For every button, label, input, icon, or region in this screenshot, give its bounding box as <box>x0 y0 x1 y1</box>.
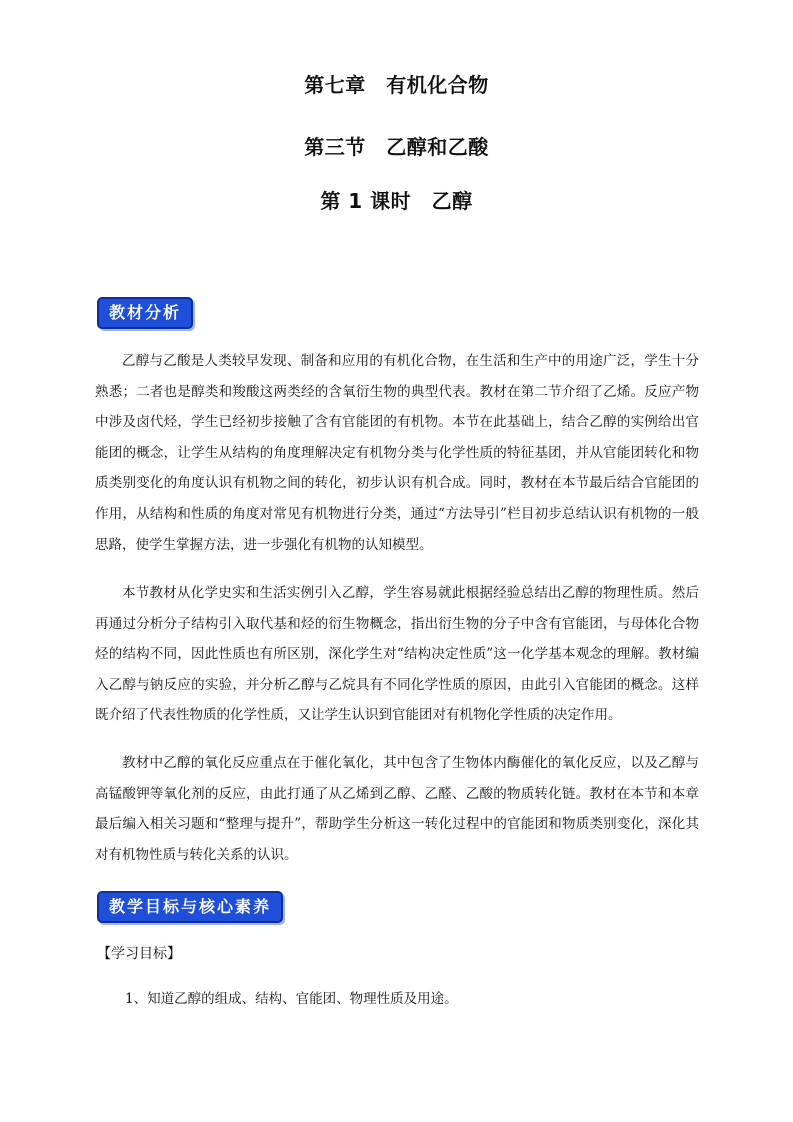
chapter-title: 第七章 有机化合物 <box>304 73 489 97</box>
learning-objectives-heading: 【学习目标】 <box>97 946 181 962</box>
analysis-paragraph: 乙醇与乙酸是人类较早发现、制备和应用的有机化合物，在生活和生产中的用途广泛，学生十分熟悉；二者也是醇类和羧酸这两类经的含氧衍生物的典型代表。教材在第二节介绍了乙烯。反应产物中涉及卤代烃，学生已经初步接触了含有官能团的有机物。本节在此基础上，结合乙醇的实例给出官能团的概念，让学生从结构的角度理解决定有机物分类与化学性质的特征基团，并从官能团转化和物质类别变化的角度认识有机物之间的转化，初步认识有机合成。同时，教材在本节最后结合官能团的作用，从结构和性质的角度对常见有机物进行分类，通过“方法导引”栏目初步总结认识有机物的一般思路，使学生掌握方法，进一步强化有机物的认知模型。 <box>95 353 699 553</box>
textbook-analysis-badge: 教材分析 <box>97 297 193 329</box>
lesson-title: 第 1 课时 乙醇 <box>320 189 473 213</box>
analysis-paragraph: 本节教材从化学史实和生活实例引入乙醇，学生容易就此根据经验总结出乙醇的物理性质。然后再通过分析分子结构引入取代基和烃的衍生物概念，指出衍生物的分子中含有官能团，与母体化合物烃的结构不同，因此性质也有所区别，深化学生对“结构决定性质”这一化学基本观念的理解。教材编入乙醇与钠反应的实验，并分析乙醇与乙烷具有不同化学性质的原因，由此引入官能团的概念。这样既介绍了代表性物质的化学性质，又让学生认识到官能团对有机物化学性质的决定作用。 <box>95 585 699 724</box>
objective-item: 1、知道乙醇的组成、结构、官能团、物理性质及用途。 <box>125 991 458 1007</box>
objectives-badge: 教学目标与核心素养 <box>97 891 283 923</box>
analysis-paragraph: 教材中乙醇的氧化反应重点在于催化氧化，其中包含了生物体内酶催化的氧化反应，以及乙醇与高锰酸钾等氧化剂的反应，由此打通了从乙烯到乙醇、乙醛、乙酸的物质转化链。教材在本节和本章最后编入相关习题和“整理与提升”，帮助学生分析这一转化过程中的官能团和物质类别变化，深化其对有机物性质与转化关系的认识。 <box>95 755 699 863</box>
section-title: 第三节 乙醇和乙酸 <box>304 135 489 159</box>
